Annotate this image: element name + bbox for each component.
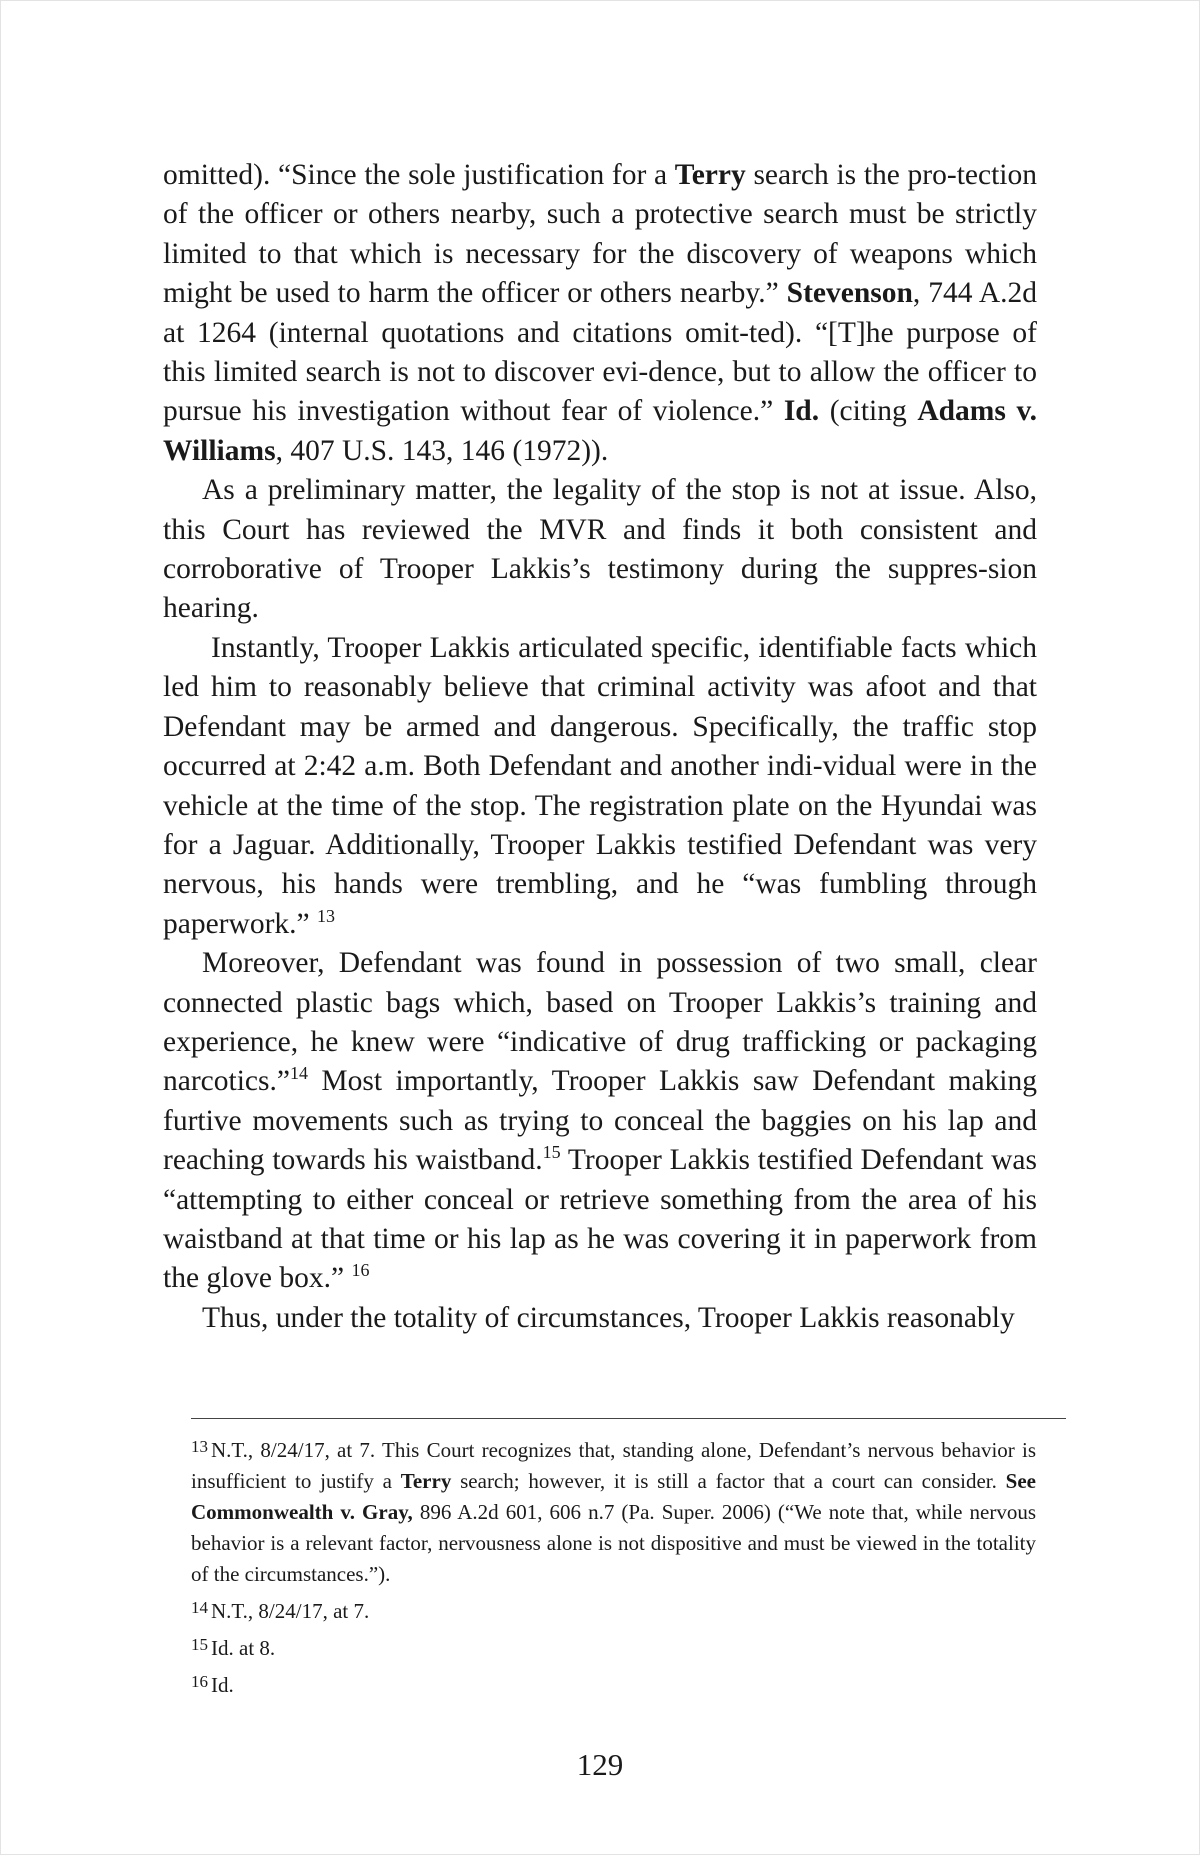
page-number: 129: [576, 1747, 624, 1782]
footnote-text: N.T., 8/24/17, at 7.: [211, 1599, 370, 1623]
citation-id: Id.: [783, 395, 820, 428]
case-name-terry: Terry: [400, 1469, 452, 1493]
body-text: [163, 156, 1037, 1338]
paragraph-1: [163, 156, 1037, 471]
paragraph-2: As a preliminary matter, the legality of the stop is not at issue. Also, this Court has reviewed the MVR and finds it both consistent and corroborative of Trooper Lakkis’s testimony during the suppres-sion hearing.: [163, 474, 1037, 625]
text-run: omitted). “Since the sole justification for a: [163, 159, 675, 191]
text-run: Moreover, Defendant was found in possession of two small, clear connected plastic bags which, based on Trooper Lakkis’s training and experience, he knew were “indicative of drug trafficking or packaging narcotics.”: [163, 947, 1037, 1098]
case-name-adams: Adams v. Williams: [163, 395, 1037, 467]
case-name-gray: See Commonwealth v. Gray,: [191, 1469, 1036, 1524]
text-run: , 744 A.2d at 1264 (internal quotations and citations omit-ted). “[T]he purpose of this limited search is not to discover evi-dence, but to allow the officer to pursue his investigation without fear of violence.”: [163, 277, 1037, 428]
footnote-number: 15: [191, 1635, 208, 1654]
text-run: search; however, it is still a factor that a court can consider.: [451, 1469, 1006, 1493]
footnotes: [191, 1435, 1036, 1701]
paragraph-5: Thus, under the totality of circumstances, Trooper Lakkis reasonably: [202, 1301, 1015, 1334]
text-run: , 407 U.S. 143, 146 (1972)).: [275, 434, 609, 467]
text-run: search is the pro-tection of the officer or others nearby, such a protective search must be strictly limited to that which is necessary for the discovery of weapons which might be used to harm the officer or others nearby.”: [163, 159, 1037, 310]
paragraph-4: [163, 944, 1037, 1299]
footnote-13: [191, 1435, 1036, 1590]
text-run: 896 A.2d 601, 606 n.7 (Pa. Super. 2006) (“We note that, while nervous behavior is a relevant factor, nervousness alone is not dispositive and must be viewed in the totality of the circumstances.”).: [191, 1500, 1036, 1586]
text-run: N.T., 8/24/17, at 7. This Court recognizes that, standing alone, Defendant’s nervous behavior is insufficient to justify a: [191, 1438, 1036, 1493]
footnote-ref-15[interactable]: 15: [542, 1142, 561, 1163]
footnote-number: 16: [191, 1672, 208, 1691]
text-run: Trooper Lakkis testified Defendant was “attempting to either conceal or retrieve something from the area of his waistband at that time or his lap as he was covering it in paperwork from the glove box.”: [163, 1144, 1037, 1295]
footnote-number: 13: [191, 1437, 208, 1456]
footnote-divider: [191, 1418, 1066, 1419]
footnote-14: [191, 1596, 1036, 1627]
footnote-text: Id. at 8.: [211, 1636, 276, 1660]
case-name-terry: Terry: [674, 159, 746, 191]
paragraph-3: [163, 629, 1037, 944]
footnote-number: 14: [191, 1598, 208, 1617]
footnote-ref-16[interactable]: 16: [351, 1260, 370, 1281]
case-name-stevenson: Stevenson: [786, 277, 913, 310]
text-run: (citing: [819, 395, 918, 428]
text-run: Instantly, Trooper Lakkis articulated specific, identifiable facts which led him to reasonably believe that criminal activity was afoot and that Defendant may be armed and dangerous. Specifically, the traffic stop occurred at 2:42 a.m. Both Defendant and another indi-vidual were in the vehicle at the time of the stop. The registration plate on the Hyundai was for a Jaguar. Additionally, Trooper Lakkis testified Defendant was very nervous, his hands were trembling, and he “was fumbling through paperwork.”: [163, 631, 1037, 940]
text-run: Most importantly, Trooper Lakkis saw Defendant making furtive movements such as trying to conceal the baggies on his lap and reaching towards his waistband.: [163, 1065, 1037, 1177]
footnote-text: Id.: [211, 1673, 234, 1697]
footnote-ref-14[interactable]: 14: [289, 1063, 308, 1084]
footnote-16: [191, 1670, 1036, 1701]
footnote-15: [191, 1633, 1036, 1664]
footnote-ref-13[interactable]: 13: [316, 905, 335, 926]
